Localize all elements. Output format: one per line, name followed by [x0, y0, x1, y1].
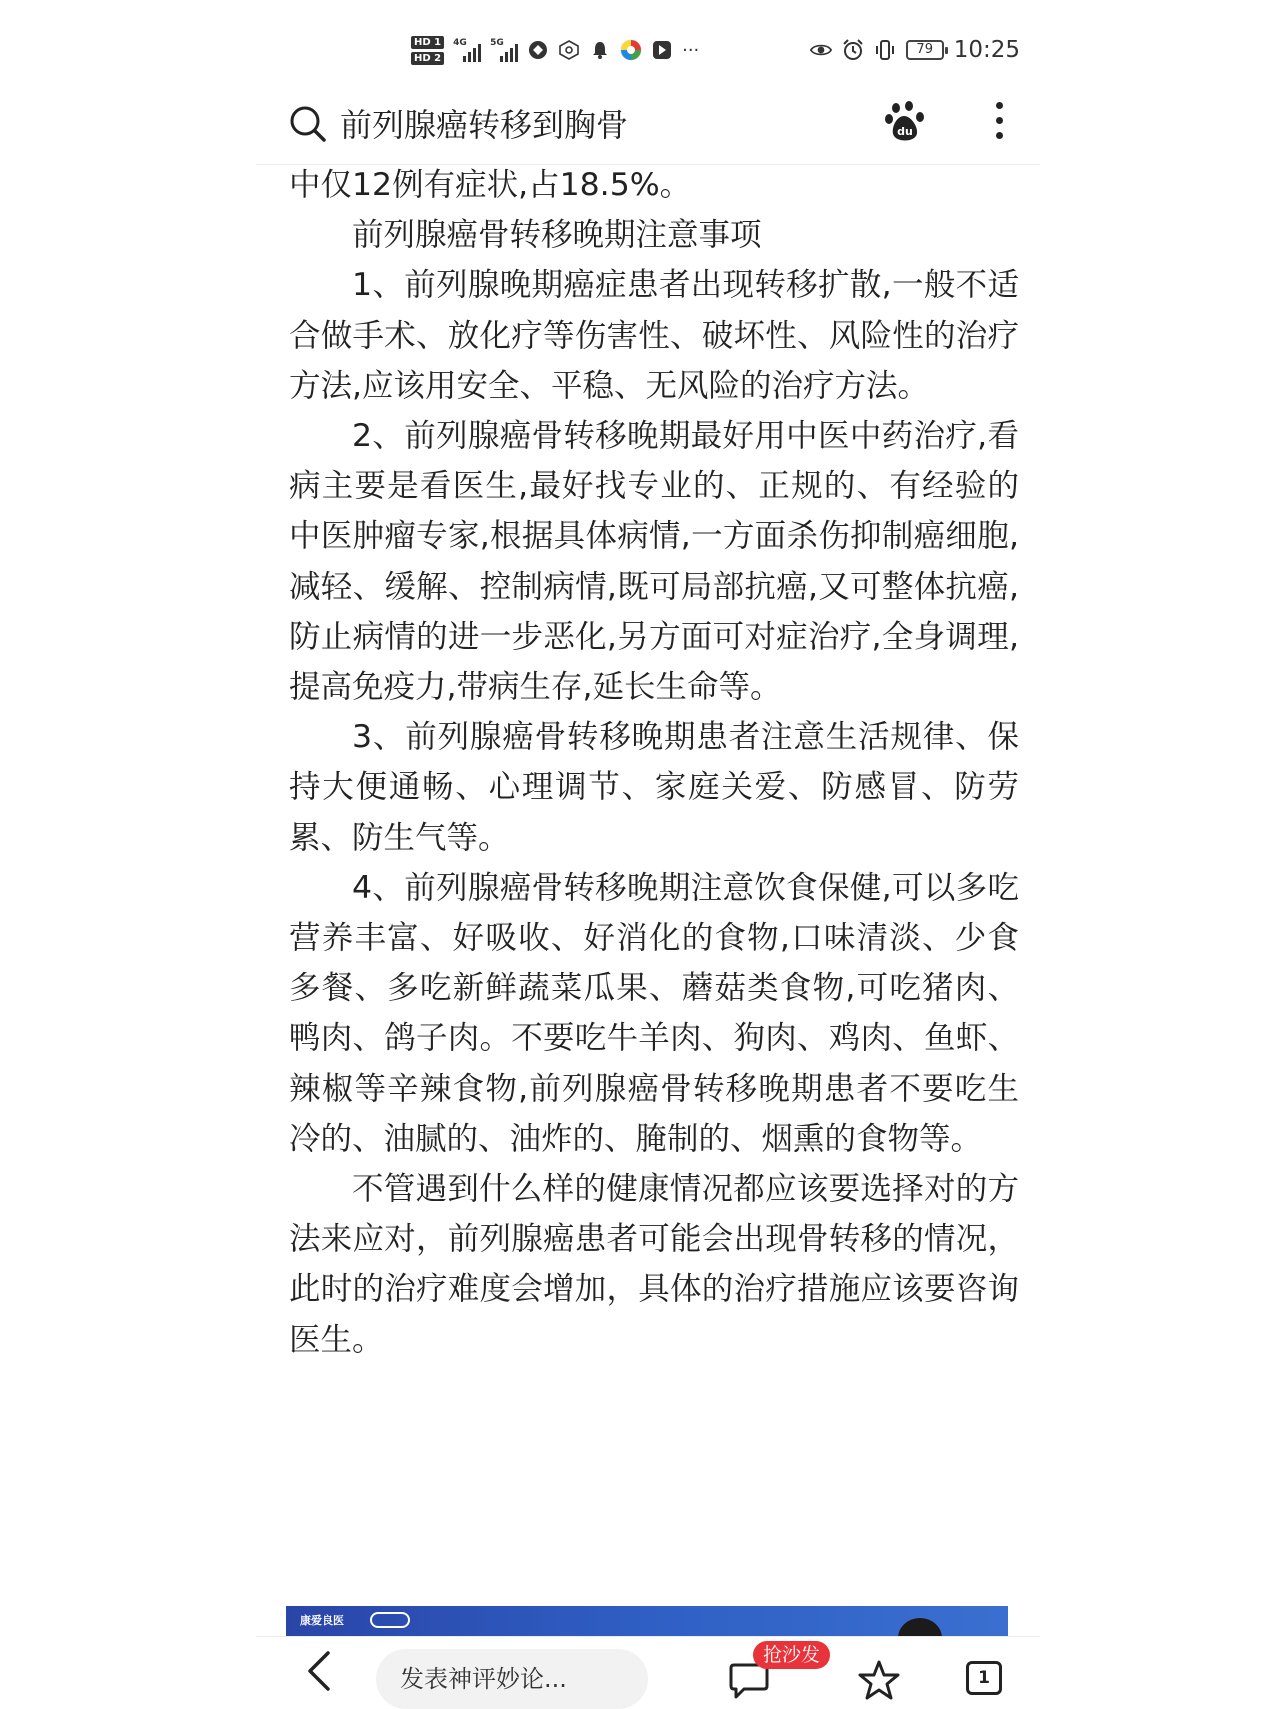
baidu-paw-icon[interactable] [884, 100, 928, 148]
search-header[interactable] [256, 82, 1040, 165]
clock: 10:25 [953, 37, 1020, 63]
more-menu-icon[interactable] [984, 102, 1014, 146]
ad-person-image [898, 1618, 942, 1636]
bottom-toolbar [256, 1636, 1040, 1707]
ad-badge-icon [370, 1612, 410, 1628]
sofa-badge[interactable]: 抢沙发 [753, 1641, 830, 1669]
ad-banner[interactable] [286, 1606, 1008, 1636]
article-paragraph: 4、前列腺癌骨转移晚期注意饮食保健,可以多吃营养丰富、好吸收、好消化的食物,口味清淡、少食多餐、多吃新鲜蔬菜瓜果、蘑菇类食物,可吃猪肉、鸭肉、鸽子肉。不要吃牛羊肉、狗肉、鸡肉、鱼虾、辣椒等辛辣食物,前列腺癌骨转移晚期患者不要吃生冷的、油腻的、油炸的、腌制的、烟熏的食物等。 [289, 869, 1019, 1157]
status-left [411, 28, 699, 72]
svg-text:du: du [897, 125, 913, 138]
ad-logo: 康爱良医 [300, 1614, 344, 1627]
article-paragraph: 不管遇到什么样的健康情况都应该要选择对的方法来应对，前列腺癌患者可能会出现骨转移的情况，此时的治疗难度会增加，具体的治疗措施应该要咨询医生。 [289, 1171, 1019, 1358]
back-arrow-icon[interactable] [304, 1649, 334, 1697]
hd1-badge: HD 1 [411, 36, 444, 49]
tabs-count-icon[interactable]: 1 [966, 1661, 1002, 1695]
signal-5g-icon [490, 38, 518, 62]
article-paragraph: 中仅12例有症状,占18.5%。 [289, 167, 692, 203]
battery-indicator: 79 [906, 40, 944, 60]
article-subheading: 前列腺癌骨转移晚期注意事项 [352, 217, 762, 254]
status-right [810, 28, 1020, 72]
browser-app-icon [620, 39, 642, 61]
status-bar [256, 28, 1040, 72]
net1-label: 4G [453, 38, 467, 48]
more-notifications: ··· [682, 39, 700, 61]
bell-icon [589, 39, 611, 61]
net2-label: 5G [490, 38, 504, 48]
article-paragraph: 3、前列腺癌骨转移晚期患者注意生活规律、保持大便通畅、心理调节、家庭关爱、防感冒、防劳累、防生气等。 [289, 719, 1019, 856]
app-notify-icon [527, 39, 549, 61]
article-paragraph: 2、前列腺癌骨转移晚期最好用中医中药治疗,看病主要是看医生,最好找专业的、正规的、有经验的中医肿瘤专家,根据具体病情,一方面杀伤抑制癌细胞,减轻、缓解、控制病情,既可局部抗癌,又可整体抗癌,防止病情的进一步恶化,另方面可对症治疗,全身调理,提高免疫力,带病生存,延长生命等。 [289, 418, 1019, 706]
hd2-badge: HD 2 [411, 52, 444, 65]
search-query[interactable]: 前列腺癌转移到胸骨 [340, 106, 629, 144]
vibrate-icon [874, 39, 896, 61]
comment-input[interactable]: 发表神评妙论... [376, 1649, 648, 1709]
favorite-star-icon[interactable] [858, 1659, 900, 1705]
phone-screen [256, 0, 1040, 1706]
signal-4g-icon [453, 38, 481, 62]
search-icon[interactable] [288, 104, 328, 148]
play-app-icon [651, 39, 673, 61]
nfc-icon [558, 39, 580, 61]
alarm-icon [842, 39, 864, 61]
eye-icon [810, 39, 832, 61]
article-body [289, 160, 1019, 1365]
hd-indicators [411, 36, 444, 65]
article-paragraph: 1、前列腺晚期癌症患者出现转移扩散,一般不适合做手术、放化疗等伤害性、破坏性、风险性的治疗方法,应该用安全、平稳、无风险的治疗方法。 [289, 267, 1019, 404]
